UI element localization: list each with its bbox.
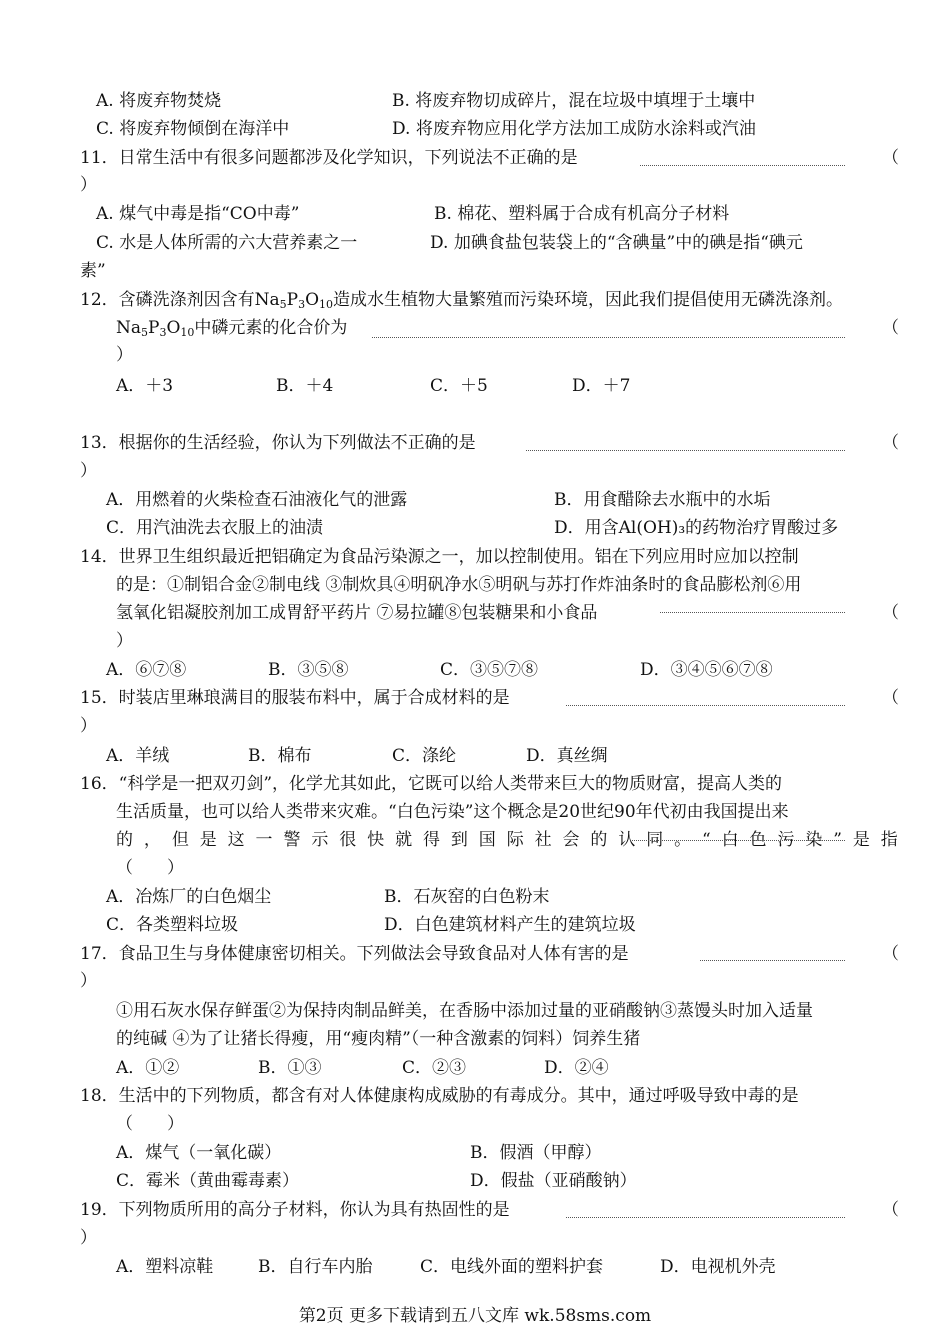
q16-char: 就	[395, 830, 413, 850]
q12-answer-line	[372, 337, 845, 338]
q19-paren-close: ）	[80, 1228, 97, 1248]
q16-char: 指	[880, 830, 898, 850]
q13-paren-open: （	[882, 433, 899, 453]
q11-stem: 11．日常生活中有很多问题都涉及化学知识，下列说法不正确的是	[80, 148, 578, 168]
q16-char: 是	[199, 830, 217, 850]
q13-paren-close: ）	[80, 461, 97, 481]
q11-option-d: D. 加碘食盐包装袋上的“含碘量”中的碘是指“碘元	[430, 233, 803, 253]
q16-char: 得	[422, 830, 440, 850]
q16-char: 很	[339, 830, 357, 850]
q14-option-c: C．③⑤⑦⑧	[440, 660, 539, 680]
q16-char: 际	[506, 830, 524, 850]
q16-char: 到	[450, 830, 468, 850]
q16-char: 同	[646, 830, 664, 850]
q16-char: 一	[255, 830, 273, 850]
q17-paren-close: ）	[80, 971, 97, 991]
q16-char: 。	[674, 830, 692, 850]
page-footer: 第2页 更多下载请到五八文库 wk.58sms.com	[298, 1306, 652, 1326]
q19-option-b: B．自行车内胎	[258, 1257, 373, 1277]
q16-char: 染	[805, 830, 823, 850]
q16-char: ”	[833, 830, 842, 850]
q14-option-d: D．③④⑤⑥⑦⑧	[640, 660, 773, 680]
q16-option-d: D．白色建筑材料产生的建筑垃圾	[384, 915, 636, 935]
q11-answer-line	[640, 165, 845, 166]
q11-paren-close: ）	[80, 175, 97, 195]
q12-paren-open: （	[882, 318, 899, 338]
q19-answer-line	[566, 1217, 845, 1218]
q16-char: 是	[852, 830, 870, 850]
q16-char: 的	[116, 830, 133, 850]
q10-option-a: A. 将废弃物焚烧	[96, 91, 222, 111]
q16-line4: （ ）	[116, 858, 184, 878]
q19-option-c: C．电线外面的塑料护套	[420, 1257, 604, 1277]
q17-items-line1: ①用石灰水保存鲜蛋②为保持肉制品鲜美，在香肠中添加过量的亚硝酸钠③蒸馒头时加入适量	[116, 1001, 813, 1021]
q12-paren-close: ）	[116, 345, 133, 365]
q11-option-c: C. 水是人体所需的六大营养素之一	[96, 233, 358, 253]
q16-option-a: A．冶炼厂的白色烟尘	[106, 887, 272, 907]
q16-char: “	[702, 830, 711, 850]
q16-char: 污	[777, 830, 795, 850]
q19-option-d: D．电视机外壳	[660, 1257, 776, 1277]
q14-option-b: B．③⑤⑧	[268, 660, 349, 680]
q16-char: 社	[534, 830, 552, 850]
q16-char: 会	[562, 830, 580, 850]
q13-option-a: A．用燃着的火柴检查石油液化气的泄露	[106, 490, 408, 510]
q14-paren-close: ）	[116, 631, 133, 651]
q16-char: 色	[749, 830, 767, 850]
q14-line2: 的是：①制铝合金②制电线 ③制炊具④明矾净水⑤明矾与苏打作炸油条时的食品膨松剂⑥用	[116, 575, 802, 595]
q12-line2-suffix: 中磷元素的化合价为	[194, 318, 348, 338]
q13-option-b: B．用食醋除去水瓶中的水垢	[554, 490, 771, 510]
q13-option-c: C．用汽油洗去衣服上的油渍	[106, 518, 324, 538]
q10-option-c: C. 将废弃物倾倒在海洋中	[96, 119, 290, 139]
q11-paren-open: （	[882, 148, 899, 168]
q19-stem: 19．下列物质所用的高分子材料，你认为具有热固性的是	[80, 1200, 510, 1220]
q14-paren-open: （	[882, 603, 899, 623]
q12-option-b: B．＋4	[276, 376, 334, 396]
q15-option-b: B．棉布	[248, 746, 312, 766]
q16-option-b: B．石灰窑的白色粉末	[384, 887, 550, 907]
q18-stem: 18．生活中的下列物质，都含有对人体健康构成威胁的有毒成分。其中，通过呼吸导致中毒的是	[80, 1086, 799, 1106]
q11-option-a: A. 煤气中毒是指“CO中毒”	[96, 204, 300, 224]
q17-paren-open: （	[882, 944, 899, 964]
q12-formula: $Na_5P_3O_{10}$	[254, 290, 334, 311]
q15-paren-close: ）	[80, 716, 97, 736]
q16-char: 白	[721, 830, 739, 850]
q18-option-b: B．假酒（甲醇）	[470, 1143, 602, 1163]
q16-char: 国	[478, 830, 496, 850]
q17-option-d: D．②④	[544, 1058, 609, 1078]
q15-answer-line	[566, 705, 845, 706]
q16-char: 警	[283, 830, 301, 850]
q18-option-c: C．霉米（黄曲霉毒素）	[116, 1171, 300, 1191]
q12-formula-2: $Na_5P_3O_{10}$	[116, 318, 195, 339]
q12-option-d: D．＋7	[572, 376, 631, 396]
q17-answer-line	[700, 960, 845, 961]
q17-option-b: B．①③	[258, 1058, 322, 1078]
q12-stem-line2	[116, 317, 347, 339]
q13-answer-line	[526, 450, 845, 451]
q15-option-d: D．真丝绸	[526, 746, 608, 766]
q16-char: 快	[367, 830, 385, 850]
q16-char: 这	[227, 830, 245, 850]
q16-line1: 16．“科学是一把双刃剑”，化学尤其如此，它既可以给人类带来巨大的物质财富，提高人类的	[80, 774, 783, 794]
q16-line2: 生活质量，也可以给人类带来灾难。“白色污染”这个概念是20世纪90年代初由我国提出来	[116, 802, 789, 822]
q16-answer-line	[632, 840, 845, 841]
q16-char: 示	[311, 830, 329, 850]
q12-option-c: C．＋5	[430, 376, 488, 396]
q11-option-b: B. 棉花、塑料属于合成有机高分子材料	[434, 204, 730, 224]
q15-option-c: C．涤纶	[392, 746, 457, 766]
q16-char: ，	[143, 830, 161, 850]
q18-option-d: D．假盐（亚硝酸钠）	[470, 1171, 637, 1191]
q17-option-c: C．②③	[402, 1058, 467, 1078]
q13-option-d: D．用含Al(OH)₃的药物治疗胃酸过多	[554, 518, 839, 538]
q15-option-a: A．羊绒	[106, 746, 170, 766]
q10-option-b: B. 将废弃物切成碎片，混在垃圾中填埋于土壤中	[392, 91, 756, 111]
q14-line3: 氢氧化铝凝胶剂加工成胃舒平药片 ⑦易拉罐⑧包装糖果和小食品	[116, 603, 598, 623]
q18-line2: （ ）	[116, 1114, 184, 1134]
q11-option-d-continued: 素”	[80, 261, 106, 281]
q12-stem-prefix: 12．含磷洗涤剂因含有	[80, 290, 255, 310]
q16-char: 认	[618, 830, 636, 850]
q12-option-a: A．＋3	[116, 376, 174, 396]
q16-option-c: C．各类塑料垃圾	[106, 915, 239, 935]
q16-char: 的	[590, 830, 608, 850]
q15-paren-open: （	[882, 688, 899, 708]
q19-paren-open: （	[882, 1200, 899, 1220]
q14-line1: 14．世界卫生组织最近把铝确定为食品污染源之一，加以控制使用。铝在下列应用时应加以控制	[80, 547, 799, 567]
q13-stem: 13．根据你的生活经验，你认为下列做法不正确的是	[80, 433, 476, 453]
q19-option-a: A．塑料凉鞋	[116, 1257, 214, 1277]
q14-option-a: A．⑥⑦⑧	[106, 660, 187, 680]
q15-stem: 15．时装店里琳琅满目的服装布料中，属于合成材料的是	[80, 688, 510, 708]
q17-items-line2: 的纯碱 ④为了让猪长得瘦，用“瘦肉精”（一种含激素的饲料）饲养生猪	[116, 1029, 641, 1049]
q12-stem-suffix: 造成水生植物大量繁殖而污染环境，因此我们提倡使用无磷洗涤剂。	[333, 290, 844, 310]
q17-option-a: A．①②	[116, 1058, 180, 1078]
q10-option-d: D. 将废弃物应用化学方法加工成防水涂料或汽油	[392, 119, 756, 139]
q12-stem	[80, 289, 843, 311]
q16-char: 但	[171, 830, 189, 850]
q17-stem: 17．食品卫生与身体健康密切相关。下列做法会导致食品对人体有害的是	[80, 944, 629, 964]
q18-option-a: A．煤气（一氧化碳）	[116, 1143, 282, 1163]
q14-answer-line	[660, 612, 845, 613]
